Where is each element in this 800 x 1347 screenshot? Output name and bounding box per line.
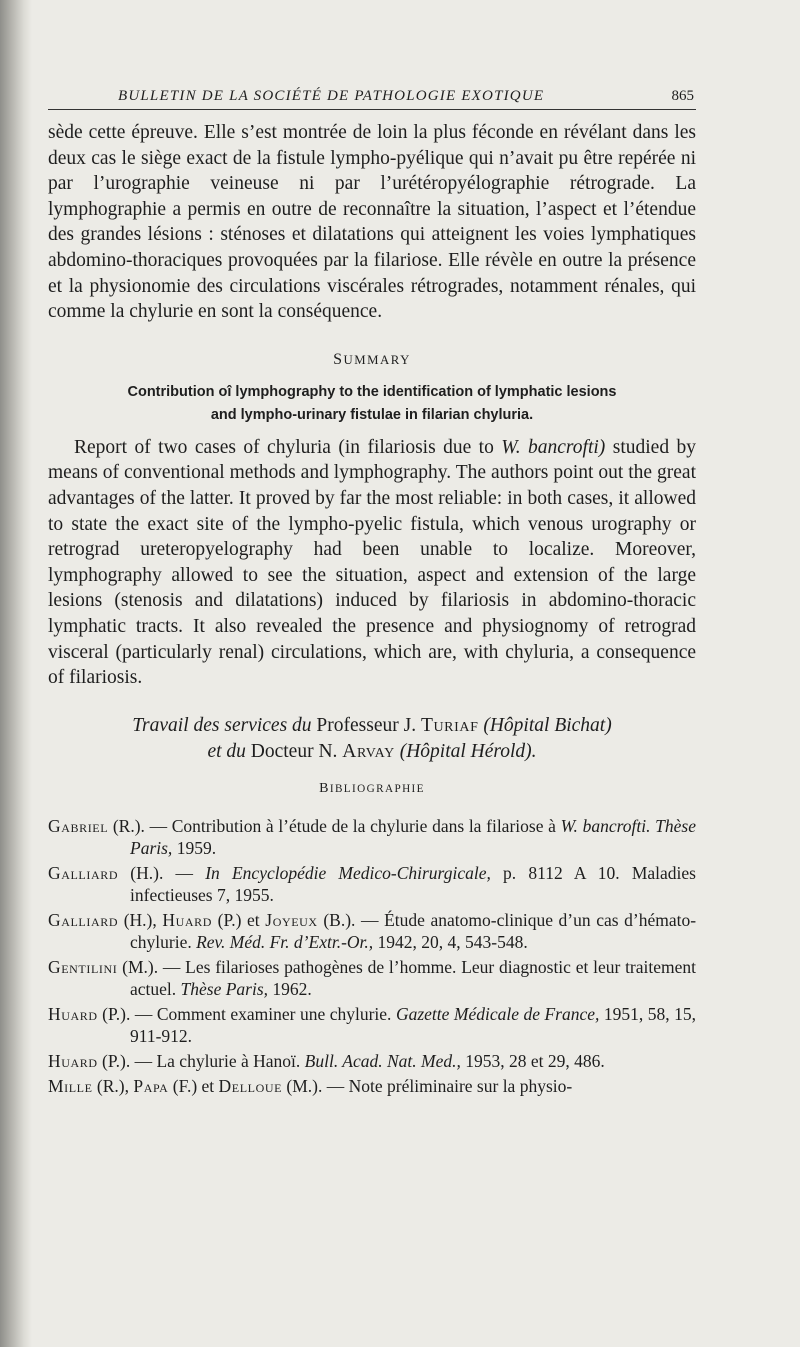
author-name: Turiaf: [420, 714, 479, 736]
journal-page: [48, 88, 696, 1100]
english-title-line-2: and lympho-urinary fistulae in filarian chyluria.: [210, 406, 534, 423]
french-conclusion-paragraph: sède cette épreuve. Elle s’est montrée de loin la plus féconde en révélant dans les deux cas le siège exact de la fistule lympho-pyélique qui n’avait pu être repérée ni par l’urographie veineuse ni par l’urétéropyélographie rétrograde. La lymphographie a permis en outre de reconnaître la situation, l’aspect et l’étendue des grandes lésions : sténoses et dilatations qui atteignent les voies lymphatiques abdomino-thoraciques provoquées par la filariose. Elle révèle en outre la présence et la physionomie des circulations viscérales rétrogrades, notamment rénales, qui comme la chylurie en sont la conséquence.: [48, 122, 696, 323]
bibliography-list: [48, 815, 696, 1097]
page-binding-shadow: [0, 0, 32, 1347]
work-credit-line-1: Travail des services du Professeur J. Turiaf (Hôpital Bichat): [132, 714, 612, 736]
reference-item: Gentilini (M.). — Les filarioses pathogènes de l’homme. Leur diagnostic et leur traitement actuel. Thèse Paris, 1962.: [48, 956, 697, 999]
reference-item: Huard (P.). — Comment examiner une chylurie. Gazette Médicale de France, 1951, 58, 15, 911-912.: [48, 1003, 697, 1046]
work-credit-line-2: et du Docteur N. Arvay (Hôpital Hérold).: [207, 740, 537, 762]
english-title-line-1: Contribution oî lymphography to the identification of lymphatic lesions: [127, 383, 617, 400]
reference-item: Huard (P.). — La chylurie à Hanoï. Bull. Acad. Nat. Med., 1953, 28 et 29, 486.: [48, 1050, 605, 1071]
english-summary-title: [48, 381, 696, 427]
author-name: Arvay: [342, 740, 395, 762]
journal-title: BULLETIN DE LA SOCIÉTÉ DE PATHOLOGIE EXOTIQUE: [118, 88, 545, 104]
reference-item: Galliard (H.). — In Encyclopédie Medico-Chirurgicale, p. 8112 A 10. Maladies infectieuses 7, 1955.: [48, 862, 696, 905]
reference-item: Mille (R.), Papa (F.) et Delloue (M.). — Note préliminaire sur la physio-: [48, 1075, 573, 1096]
bibliography-heading: BIBLIOGRAPHIE: [319, 780, 425, 796]
english-summary-paragraph: Report of two cases of chyluria (in filariosis due to W. bancrofti) studied by means of conventional methods and lymphography. The authors point out the great advantages of the latter. It proved by far the most reliable: in both cases, it allowed to state the exact site of the lympho-pyelic fistula, which venous urography or retrograd ureteropyelography had been unable to localize. Moreover, lymphography allowed to see the situation, aspect and extension of the large lesions (stenosis and dilatations) induced by filariosis in abdomino-thoracic lymphatic tracts. It also revealed the presence and physiognomy of retrograd visceral (particularly renal) circulations, which are, with chyluria, a consequence of filariosis.: [48, 436, 696, 689]
reference-item: Gabriel (R.). — Contribution à l’étude de la chylurie dans la filariose à W. bancrofti. Thèse Paris, 1959.: [48, 815, 696, 858]
work-credit: [48, 713, 696, 765]
species-name: W. bancrofti): [501, 436, 606, 458]
page-number: 865: [671, 88, 694, 104]
running-header: [48, 88, 696, 110]
reference-item: Galliard (H.), Huard (P.) et Joyeux (B.). — Étude anatomo-clinique d’un cas d’hémato-chylurie. Rev. Méd. Fr. d’Extr.-Or., 1942, 20, 4, 543-548.: [48, 909, 697, 952]
summary-heading: SUMMARY: [333, 350, 411, 368]
